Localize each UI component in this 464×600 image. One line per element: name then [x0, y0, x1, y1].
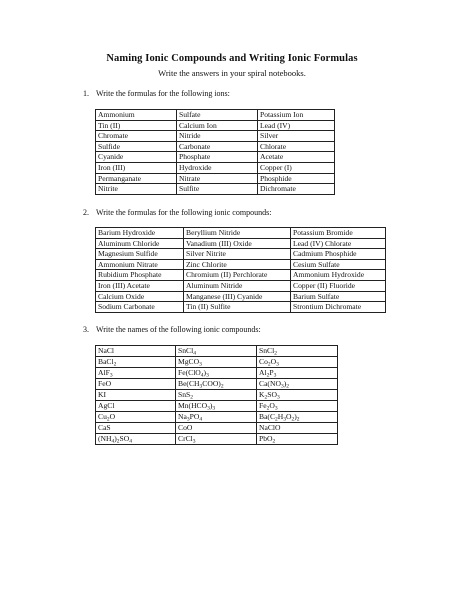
table-cell: Sulfide: [96, 141, 177, 152]
table-cell: CoO: [176, 423, 257, 434]
table-row: [96, 346, 338, 357]
question-number: 2.: [83, 208, 89, 217]
table-cell: Tin (II) Sulfite: [184, 302, 291, 313]
table-row: [96, 379, 338, 390]
table-row: [96, 291, 386, 302]
table-row: [96, 131, 335, 142]
table-row: [96, 184, 335, 195]
formulas-table: [95, 345, 338, 445]
table-cell: SnCl$_2$: [257, 346, 338, 357]
table-cell: $Fe_2O_3$: [257, 401, 338, 412]
table-cell: Beryllium Nitride: [184, 228, 291, 239]
table-cell: $Fe(ClO_4)_3$: [176, 368, 257, 379]
table-cell: PbO$_2$: [257, 434, 338, 445]
table-cell: Sulfate: [177, 110, 258, 121]
table-row: [96, 173, 335, 184]
table-cell: Copper (II) Fluoride: [291, 280, 386, 291]
table-row: [96, 120, 335, 131]
table-cell: Phosphide: [258, 173, 335, 184]
table-cell: AlF$_3$: [96, 368, 176, 379]
table-cell: Ammonium Nitrate: [96, 259, 184, 270]
table-cell: $K_2SO_3$: [257, 390, 338, 401]
table-cell: Zinc Chlorite: [184, 259, 291, 270]
table-row: [96, 110, 335, 121]
table-cell: Calcium Ion: [177, 120, 258, 131]
table-cell: Manganese (III) Cyanide: [184, 291, 291, 302]
question-number: 1.: [83, 89, 89, 98]
table-cell: Nitrite: [96, 184, 177, 195]
table-cell: NaCl: [96, 346, 176, 357]
table-cell: $Na_3PO_4$: [176, 412, 257, 423]
question-3-prompt: [83, 325, 261, 334]
question-text: Write the formulas for the following ions:: [96, 89, 230, 98]
table-cell: Vanadium (III) Oxide: [184, 238, 291, 249]
table-cell: Phosphate: [177, 152, 258, 163]
question-number: 3.: [83, 325, 89, 334]
table-cell: Sulfite: [177, 184, 258, 195]
table-cell: $Co_2O_3$: [257, 357, 338, 368]
table-cell: SnCl$_4$: [176, 346, 257, 357]
compounds-table: [95, 227, 386, 313]
table-cell: Tin (II): [96, 120, 177, 131]
table-cell: Silver: [258, 131, 335, 142]
table-row: [96, 280, 386, 291]
table-cell: Ammonium: [96, 110, 177, 121]
table-cell: Rubidium Phosphate: [96, 270, 184, 281]
table-cell: Magnesium Sulfide: [96, 249, 184, 260]
table-cell: Silver Nitrite: [184, 249, 291, 260]
table-cell: Calcium Oxide: [96, 291, 184, 302]
table-cell: Copper (I): [258, 162, 335, 173]
table-cell: AgCl: [96, 401, 176, 412]
table-cell: CrCl$_3$: [176, 434, 257, 445]
table-row: [96, 368, 338, 379]
table-cell: NaClO: [257, 423, 338, 434]
table-cell: CaS: [96, 423, 176, 434]
question-text: Write the formulas for the following ionic compounds:: [96, 208, 272, 217]
table-cell: $Ba(C_2H_3O_2)_2$: [257, 412, 338, 423]
table-cell: $Al_2P_3$: [257, 368, 338, 379]
table-cell: Aluminum Chloride: [96, 238, 184, 249]
table-cell: Ammonium Hydroxide: [291, 270, 386, 281]
table-cell: BaCl$_2$: [96, 357, 176, 368]
table-cell: Cadmium Phosphide: [291, 249, 386, 260]
table-row: [96, 302, 386, 313]
table-cell: Chromium (II) Perchlorate: [184, 270, 291, 281]
table-cell: FeO: [96, 379, 176, 390]
table-cell: Iron (III) Acetate: [96, 280, 184, 291]
table-row: [96, 228, 386, 239]
table-cell: Aluminum Nitride: [184, 280, 291, 291]
question-1-prompt: [83, 89, 230, 98]
table-cell: Sodium Carbonate: [96, 302, 184, 313]
table-cell: Acetate: [258, 152, 335, 163]
ions-table: [95, 109, 335, 195]
table-cell: Lead (IV): [258, 120, 335, 131]
table-cell: Iron (III): [96, 162, 177, 173]
table-row: [96, 270, 386, 281]
table-cell: Chromate: [96, 131, 177, 142]
table-cell: Potassium Ion: [258, 110, 335, 121]
table-cell: Cyanide: [96, 152, 177, 163]
table-row: [96, 162, 335, 173]
table-cell: $Cu_2O$: [96, 412, 176, 423]
table-cell: $Ca(NO_3)_2$: [257, 379, 338, 390]
table-row: [96, 412, 338, 423]
table-cell: $Be(CH_3COO)_2$: [176, 379, 257, 390]
table-row: [96, 434, 338, 445]
table-cell: Strontium Dichromate: [291, 302, 386, 313]
question-text: Write the names of the following ionic compounds:: [96, 325, 261, 334]
table-row: [96, 390, 338, 401]
table-cell: Dichromate: [258, 184, 335, 195]
table-cell: Permanganate: [96, 173, 177, 184]
table-row: [96, 259, 386, 270]
page-title: Naming Ionic Compounds and Writing Ionic Formulas: [106, 53, 358, 64]
table-cell: Chlorate: [258, 141, 335, 152]
table-cell: $(NH_4)_2SO_4$: [96, 434, 176, 445]
table-cell: MgCO$_3$: [176, 357, 257, 368]
table-cell: Lead (IV) Chlorate: [291, 238, 386, 249]
table-cell: Nitride: [177, 131, 258, 142]
table-cell: Barium Hydroxide: [96, 228, 184, 239]
table-cell: $Mn(HCO_3)_3$: [176, 401, 257, 412]
table-cell: Hydroxide: [177, 162, 258, 173]
table-cell: Carbonate: [177, 141, 258, 152]
question-2-prompt: [83, 208, 271, 217]
table-row: [96, 401, 338, 412]
table-cell: Nitrate: [177, 173, 258, 184]
table-cell: Potassium Bromide: [291, 228, 386, 239]
table-cell: Barium Sulfate: [291, 291, 386, 302]
table-row: [96, 357, 338, 368]
table-row: [96, 249, 386, 260]
table-row: [96, 238, 386, 249]
page-subtitle: Write the answers in your spiral notebooks.: [158, 68, 306, 78]
table-cell: SnS$_2$: [176, 390, 257, 401]
table-row: [96, 141, 335, 152]
table-row: [96, 423, 338, 434]
table-cell: Cesium Sulfate: [291, 259, 386, 270]
table-row: [96, 152, 335, 163]
table-cell: KI: [96, 390, 176, 401]
